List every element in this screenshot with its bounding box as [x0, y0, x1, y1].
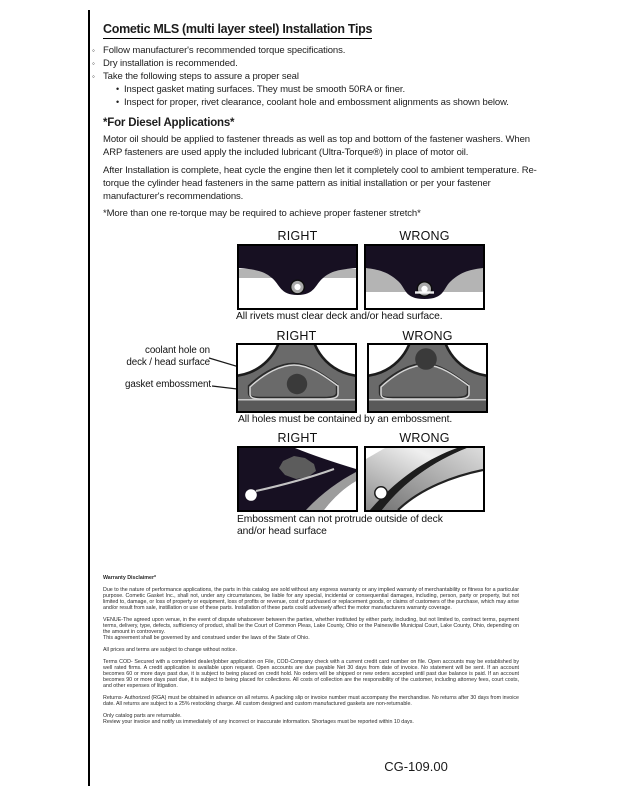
diesel-paragraph: After Installation is complete, heat cycle the engine then let it completely cool to ambient temperature. Re-torque the cylinder head fasteners in the same pattern as initial installation or per your fastener manufacturer's recommendations.: [103, 165, 537, 202]
rivet-right-drawing: [239, 246, 356, 308]
tips-list: [92, 44, 552, 109]
warranty-paragraph: All prices and terms are subject to change without notice.: [103, 647, 237, 653]
wrong-label: WRONG: [402, 329, 453, 343]
list-item: [92, 70, 552, 83]
coolant-hole-label: coolant hole on deck / head surface: [126, 345, 210, 368]
warranty-paragraph: VENUE-The agreed upon venue, in the event of dispute whatsoever between the parties, whether instituted by either party, including, but not limited to, contract terms, payment terms, delivery, type, defects, sufficiency of product, shall be the Court of Common Pleas, Lake County, Ohio or the Painesville Municipal Court, Lake County, Ohio, depending on the amount in controversy.: [103, 617, 519, 635]
warranty-paragraph: Review your invoice and notify us immediately of any incorrect or inaccurate information. Shortages must be reported within 10 days.: [103, 719, 414, 725]
catalog-page-code: CG-109.00: [384, 759, 448, 774]
tip-text: Inspect gasket mating surfaces. They must be smooth 50RA or finer.: [124, 84, 406, 95]
wrong-label: WRONG: [399, 431, 450, 445]
rivet-wrong-diagram: [364, 244, 485, 310]
protrude-right-diagram: [237, 446, 358, 512]
tip-text: Follow manufacturer's recommended torque specifications.: [103, 45, 346, 56]
right-label: RIGHT: [277, 229, 318, 243]
embossment-wrong-drawing: [369, 345, 486, 411]
list-item: [92, 57, 552, 70]
warranty-paragraph: Terms COD- Secured with a completed dealer/jobber application on File, COD-Company check with a current credit card number on file. Open accounts may be established by well rated firms. A credit application is available upon request. Open accounts are due payable Net 30 days from date of invoice. No statement will be sent. If an account becomes 60 or more days past due, it is subject to being placed on credit hold. No orders will be shipped or new orders accepted until past due balance is paid. If an account becomes 90 or more days past due, it is subject to being placed for collections. All costs of collection are the responsibility of the customer, including attorney fees, court costs, and other expenses of litigation.: [103, 659, 519, 689]
list-item: [92, 83, 552, 96]
list-item: [92, 44, 552, 57]
page-title: Cometic MLS (multi layer steel) Installation Tips: [103, 22, 372, 39]
warranty-paragraph: Due to the nature of performance applications, the parts in this catalog are sold without any express warranty or any implied warranty of merchantability or fitness for a particular purpose. Cometic Gasket Inc., shall not, under any circumstances, be liable for any special, incidental or consequential damages, including, person, party or property, but not limited to, damage, or loss of property or equipment, loss of profits or revenue, cost of purchased or replacement goods, or claims of customers of the purchase, which may arise and/or result from sale, instillation or use of these parts. Installation of these parts could adversely affect the motor manufacturers warranty coverage.: [103, 587, 519, 611]
embossment-right-drawing: [238, 345, 355, 411]
row1-caption: All rivets must clear deck and/or head surface.: [236, 311, 443, 322]
protrude-right-drawing: [239, 448, 356, 510]
wrong-label: WRONG: [399, 229, 450, 243]
right-label: RIGHT: [276, 329, 317, 343]
row2-caption: All holes must be contained by an embossment.: [238, 414, 453, 425]
list-item: [92, 96, 552, 109]
retorque-note: *More than one re-torque may be required to achieve proper fastener stretch*: [103, 208, 421, 219]
diesel-paragraph: Motor oil should be applied to fastener threads as well as top and bottom of the fastener washers. When ARP fasteners are used apply the included lubricant (Ultra-Torque®) in place of motor oil.: [103, 134, 530, 158]
warranty-disclaimer: [103, 575, 519, 731]
tip-text: Inspect for proper, rivet clearance, coolant hole and embossment alignments as shown below.: [124, 97, 509, 108]
warranty-paragraph: Returns- Authorized (RGA) must be obtained in advance on all returns. A packing slip or invoice number must accompany the merchandise. No returns after 30 days from invoice date. All returns are subject to a 25% restocking charge. All custom designed and custom manufactured gaskets are non-returnable.: [103, 695, 519, 707]
open-circle-bullet-icon: ◦: [92, 59, 95, 68]
embossment-right-diagram: [236, 343, 357, 413]
gasket-embossment-label: gasket embossment: [125, 379, 211, 390]
rivet-right-diagram: [237, 244, 358, 310]
protrude-wrong-diagram: [364, 446, 485, 512]
warranty-paragraph: Only catalog parts are returnable.: [103, 713, 182, 719]
right-label: RIGHT: [277, 431, 318, 445]
left-rule: [88, 10, 90, 786]
filled-bullet-icon: •: [116, 84, 120, 94]
diesel-section-heading: *For Diesel Applications*: [103, 117, 235, 129]
protrude-wrong-drawing: [366, 448, 483, 510]
open-circle-bullet-icon: ◦: [92, 46, 95, 55]
filled-bullet-icon: •: [116, 97, 120, 107]
row3-caption: Embossment can not protrude outside of deck and/or head surface: [237, 514, 443, 537]
open-circle-bullet-icon: ◦: [92, 72, 95, 81]
warranty-heading: Warranty Disclaimer*: [103, 575, 157, 581]
tip-text: Dry installation is recommended.: [103, 58, 238, 69]
rivet-wrong-drawing: [366, 246, 483, 308]
embossment-wrong-diagram: [367, 343, 488, 413]
tip-text: Take the following steps to assure a proper seal: [103, 71, 299, 82]
warranty-paragraph: This agreement shall be governed by and construed under the laws of the State of Ohio.: [103, 635, 310, 641]
